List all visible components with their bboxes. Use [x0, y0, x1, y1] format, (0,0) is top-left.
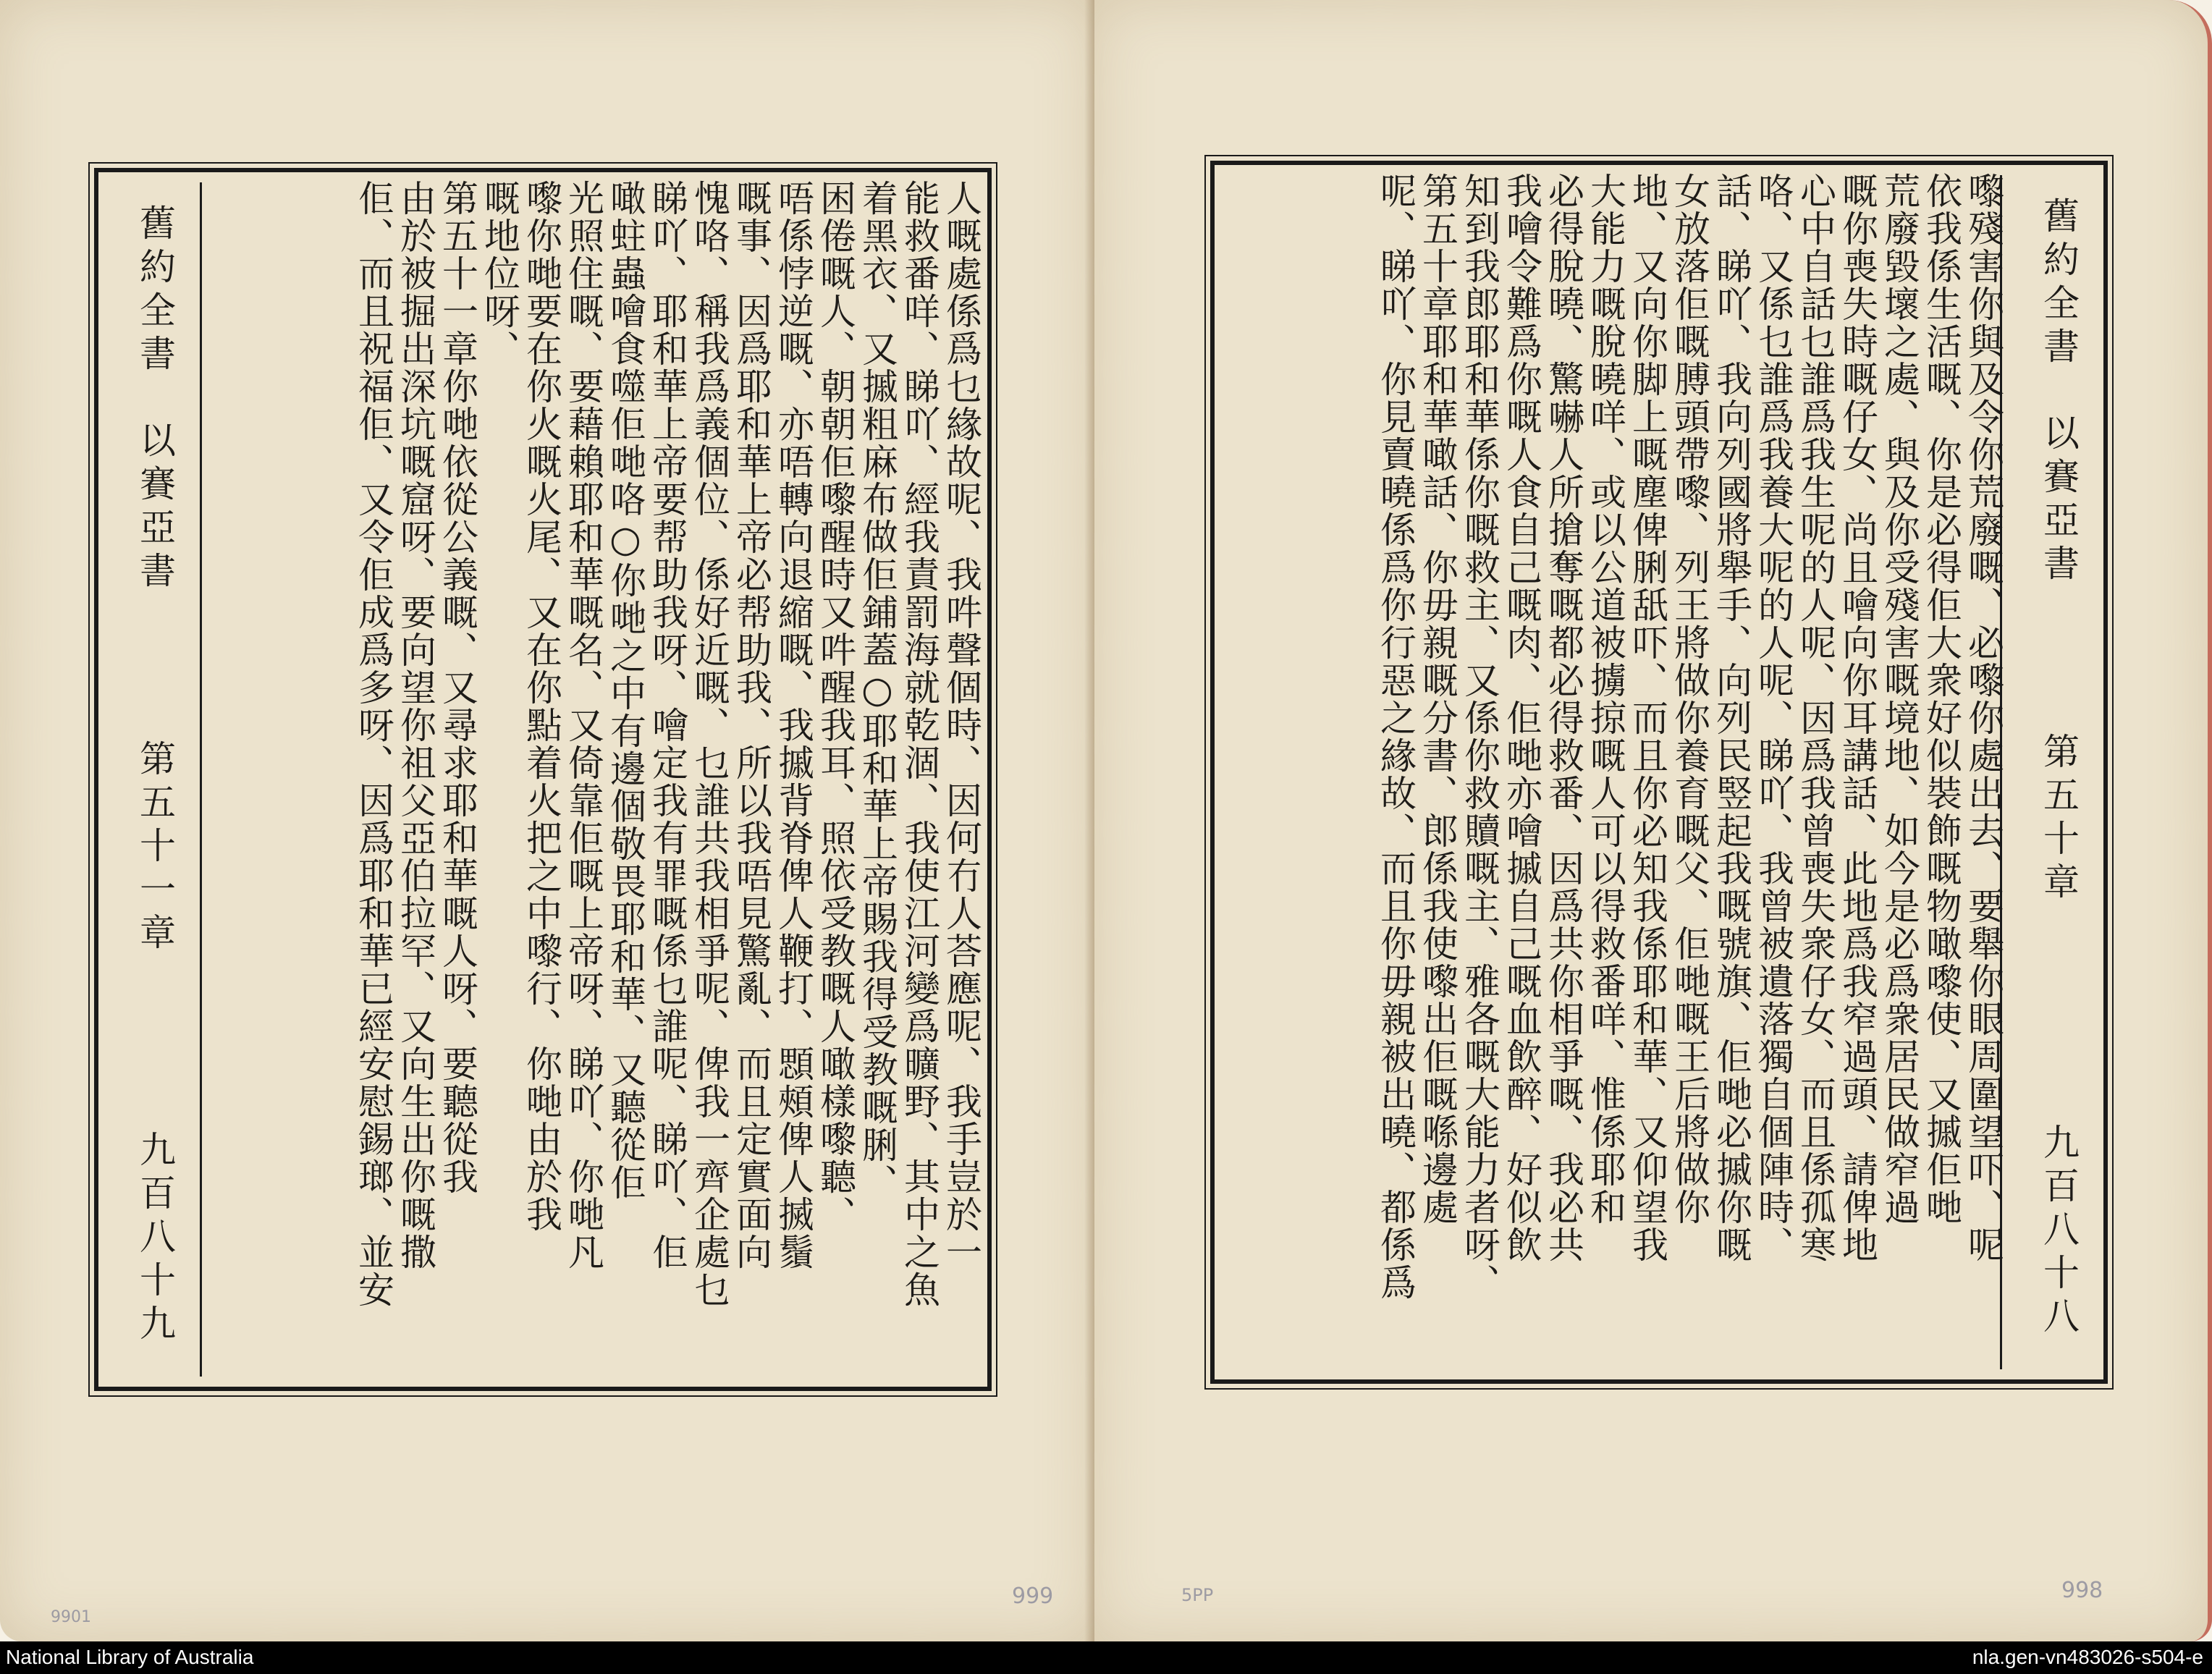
chapter-heading-column: 第五十章耶和華噉話、你毋親嘅分書、郎係我使嚟出佢嘅喺邊處: [1417, 172, 1459, 1226]
text-column: 心中自話乜誰爲我生呢的人呢、因爲我曾喪失衆仔女、而且係孤寒: [1794, 172, 1836, 1264]
right-page: [1094, 0, 2212, 1641]
right-page-frame: [1210, 161, 2108, 1384]
text-column: 嘅地位呀、: [478, 179, 520, 368]
item-identifier: nla.gen-vn483026-s504-e: [1972, 1646, 2203, 1668]
text-column: 睇吖、耶和華上帝要帮助我呀、噲定我有罪嘅係乜誰呢、睇吖、佢: [646, 179, 688, 1271]
text-column: 話、睇吖、我向列國將舉手、向列民竪起我嘅號旗、佢哋必摵你嘅: [1710, 172, 1752, 1264]
text-column: 必得脫曉、驚嚇人所搶奪嘅都必得救番、因爲共你相爭嘅、我必共: [1542, 172, 1584, 1264]
text-column: 嚟殘害你與及令你荒廢嘅、必嚟你處出去、要舉你眼周圍望吓、呢: [1962, 172, 2004, 1264]
text-column: 佢、而且祝福佢、又令佢成爲多呀、因爲耶和華已經安慰錫瑯、並安: [353, 179, 394, 1309]
pencil-page-number: 998: [2061, 1578, 2103, 1603]
text-column: 人嘅處係爲乜緣故呢、我吽聲個時、因何冇人荅應呢、我手豈於一: [940, 179, 982, 1271]
left-page: [0, 0, 1094, 1641]
text-column: 嚟你哋要在你火嘅火尾、又在你點着火把之中嚟行、你哋由於我: [520, 179, 562, 1233]
text-column: 荒廢毀壞之處、與及你受殘害嘅境地、如今是必爲衆居民做窄過: [1878, 172, 1920, 1226]
source-credit: National Library of Australia: [6, 1646, 254, 1668]
text-column: 着黑衣、又摵粗麻布做佢鋪蓋○耶和華上帝賜我得受教嘅脷、: [856, 179, 898, 1201]
text-column: 依我係生活嘅、你是必得佢大衆好似裝飾嘅物噉嚟使、又摵佢哋: [1920, 172, 1962, 1226]
page-number: 九百八十八: [2038, 1123, 2080, 1340]
text-column: 大能力嘅脫曉咩、或以公道被擄掠嘅人可以得救番咩、惟係耶和: [1584, 172, 1626, 1226]
text-column: 地、又向你脚上嘅塵俾脷舐吓、而且你必知我係耶和華、又仰望我: [1626, 172, 1668, 1264]
left-page-frame: [94, 168, 992, 1391]
text-column: 光照住嘅、要藉賴耶和華嘅名、又倚靠佢嘅上帝呀、睇吖、你哋凡: [562, 179, 604, 1271]
chapter-label: 第五十一章: [134, 740, 176, 957]
book-name: 以賽亞書: [134, 421, 176, 595]
left-margin-column: [98, 182, 202, 1377]
running-title: 舊約全書: [2038, 197, 2080, 371]
text-column: 知到我郎耶和華係你嘅救主、又係你救贖嘅主、雅各嘅大能力者呀、: [1459, 172, 1500, 1301]
pencil-page-number: 999: [1012, 1584, 1054, 1609]
text-column: 能救番咩、睇吖、經我責罰海就乾涸、我使江河變爲曠野、其中之魚: [898, 179, 940, 1309]
library-footer-bar: [0, 1641, 2212, 1674]
text-column: 唔係悖逆嘅、亦唔轉向退縮嘅、我摵背脊俾人鞭打、顋頰俾人搣鬚: [772, 179, 814, 1271]
page-number: 九百八十九: [134, 1130, 176, 1348]
pencil-corner-mark: 9901: [51, 1608, 91, 1626]
text-column: 我噲令難爲你嘅人食自己嘅肉、佢哋亦噲摵自己嘅血飲醉、好似飲: [1500, 172, 1542, 1264]
text-column: 嘅你喪失時嘅仔女、尚且噲向你耳講話、此地爲我窄過頭、請俾地: [1836, 172, 1878, 1264]
book-name: 以賽亞書: [2038, 414, 2080, 588]
text-column: 噉蛀蟲噲食噬佢哋咯○你哋之中有邊個敬畏耶和華、又聽從佢: [604, 179, 646, 1201]
text-column: 由於被掘出深坑嘅窟呀、要向望你祖父亞伯拉罕、又向生出你嘅撒: [394, 179, 436, 1271]
text-column: 嘅事、因爲耶和華上帝必帮助我、所以我唔見驚亂、而且定實面向: [730, 179, 772, 1271]
text-column: 女放落佢嘅膊頭帶嚟、列王將做你養育嘅父、佢哋嘅王后將做你: [1668, 172, 1710, 1226]
right-text-columns: [1222, 172, 2002, 1372]
pencil-corner-mark: 5PP: [1181, 1585, 1214, 1605]
text-column: 困倦嘅人、朝朝佢嚟醒時又吽醒我耳、照依受教嘅人噉樣嚟聽、: [814, 179, 856, 1233]
text-column: 呢、睇吖、你見賣曉係爲你行惡之緣故、而且你毋親被出曉、都係爲: [1375, 172, 1417, 1301]
text-column: 愧咯、稱我爲義個位、係好近嘅、乜誰共我相爭呢、俾我一齊企處乜: [688, 179, 730, 1309]
chapter-heading-column: 第五十一章你哋依從公義嘅、又尋求耶和華嘅人呀、要聽從我: [436, 179, 478, 1196]
left-text-columns: [243, 179, 980, 1379]
right-margin-column: [2000, 175, 2103, 1369]
text-column: 咯、又係乜誰爲我養大呢的人呢、睇吖、我曾被遺落獨自個陣時、: [1752, 172, 1794, 1264]
running-title: 舊約全書: [134, 204, 176, 378]
chapter-label: 第五十章: [2038, 732, 2080, 906]
